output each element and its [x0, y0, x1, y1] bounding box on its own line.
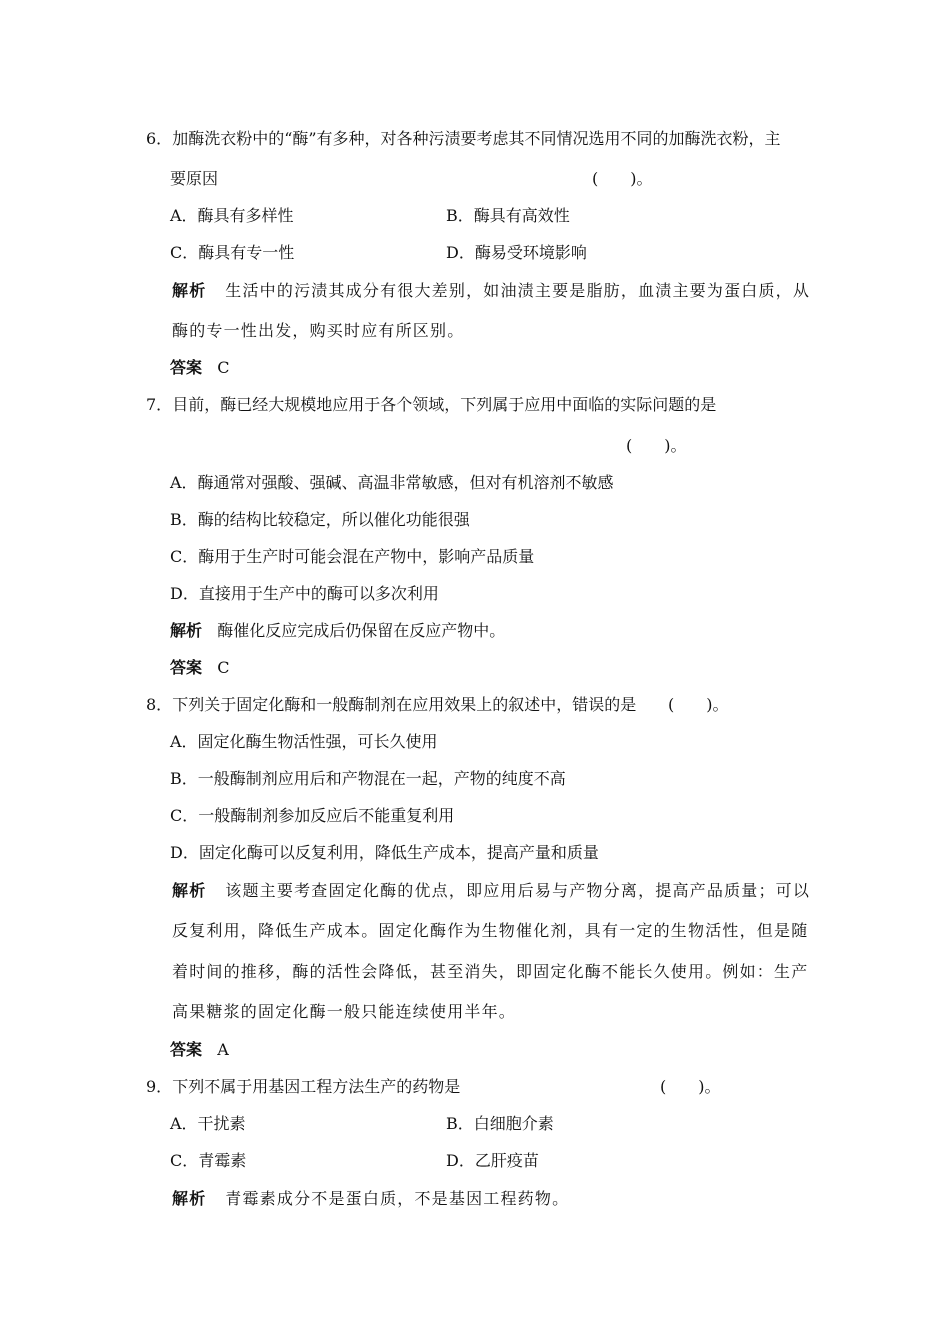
answer-bracket: ( )。	[592, 169, 653, 188]
option-d: D．乙肝疫苗	[446, 1151, 539, 1170]
option-b: B．白细胞介素	[446, 1114, 554, 1133]
option-d: D．酶易受环境影响	[446, 243, 587, 262]
option-b: B．酶的结构比较稳定，所以催化功能很强	[170, 510, 470, 529]
option-d: D．固定化酶可以反复利用，降低生产成本，提高产量和质量	[170, 843, 599, 862]
analysis-line: 酶的专一性出发，购买时应有所区别。	[172, 321, 465, 340]
option-c: C．青霉素	[170, 1151, 247, 1170]
answer-line	[170, 357, 230, 379]
analysis-line: 解析 该题主要考查固定化酶的优点，即应用后易与产物分离，提高产品质量；可以	[172, 881, 811, 900]
answer-label: 答案	[170, 658, 203, 677]
option-c: C．一般酶制剂参加反应后不能重复利用	[170, 806, 455, 825]
answer-value: C	[217, 358, 230, 377]
analysis-line: 反复利用，降低生产成本。固定化酶作为生物催化剂，具有一定的生物活性，但是随	[172, 921, 809, 940]
answer-line	[170, 657, 230, 679]
analysis-line: 解析 生活中的污渍其成分有很大差别，如油渍主要是脂肪，血渍主要为蛋白质，从	[172, 281, 811, 300]
analysis-line: 解析 酶催化反应完成后仍保留在反应产物中。	[170, 621, 506, 640]
answer-line	[170, 1039, 229, 1061]
option-a: A．酶具有多样性	[170, 206, 294, 225]
option-a: A．酶通常对强酸、强碱、高温非常敏感，但对有机溶剂不敏感	[170, 473, 614, 492]
question-number: 6．	[146, 129, 173, 148]
answer-value: A	[217, 1040, 229, 1059]
option-a: A．固定化酶生物活性强，可长久使用	[170, 732, 438, 751]
option-a: A．干扰素	[170, 1114, 246, 1133]
option-c: C．酶具有专一性	[170, 243, 295, 262]
option-c: C．酶用于生产时可能会混在产物中，影响产品质量	[170, 547, 535, 566]
question-7-stem-line1: 7．目前，酶已经大规模地应用于各个领域，下列属于应用中面临的实际问题的是	[146, 395, 717, 414]
question-8-stem-line1: 8．下列关于固定化酶和一般酶制剂在应用效果上的叙述中，错误的是	[146, 695, 637, 714]
question-number: 7．	[146, 395, 173, 414]
analysis-label: 解析	[172, 881, 207, 900]
option-b: B．一般酶制剂应用后和产物混在一起，产物的纯度不高	[170, 769, 566, 788]
analysis-line: 高果糖浆的固定化酶一般只能连续使用半年。	[172, 1002, 517, 1021]
question-9-stem-line1: 9．下列不属于用基因工程方法生产的药物是	[146, 1077, 461, 1096]
analysis-label: 解析	[170, 621, 203, 640]
answer-bracket: ( )。	[668, 695, 729, 714]
answer-value: C	[217, 658, 230, 677]
question-6-stem-line2: 要原因	[170, 169, 219, 188]
answer-bracket: ( )。	[626, 436, 687, 455]
question-number: 8．	[146, 695, 173, 714]
analysis-line: 解析 青霉素成分不是蛋白质，不是基因工程药物。	[172, 1189, 570, 1208]
option-b: B．酶具有高效性	[446, 206, 570, 225]
analysis-label: 解析	[172, 1189, 207, 1208]
option-d: D．直接用于生产中的酶可以多次利用	[170, 584, 439, 603]
answer-label: 答案	[170, 358, 203, 377]
analysis-line: 着时间的推移，酶的活性会降低，甚至消失，即固定化酶不能长久使用。例如：生产	[172, 962, 809, 981]
question-6-stem-line1: 6．加酶洗衣粉中的“酶”有多种，对各种污渍要考虑其不同情况选用不同的加酶洗衣粉，主	[146, 129, 781, 148]
analysis-label: 解析	[172, 281, 207, 300]
answer-label: 答案	[170, 1040, 203, 1059]
question-number: 9．	[146, 1077, 173, 1096]
answer-bracket: ( )。	[660, 1077, 721, 1096]
